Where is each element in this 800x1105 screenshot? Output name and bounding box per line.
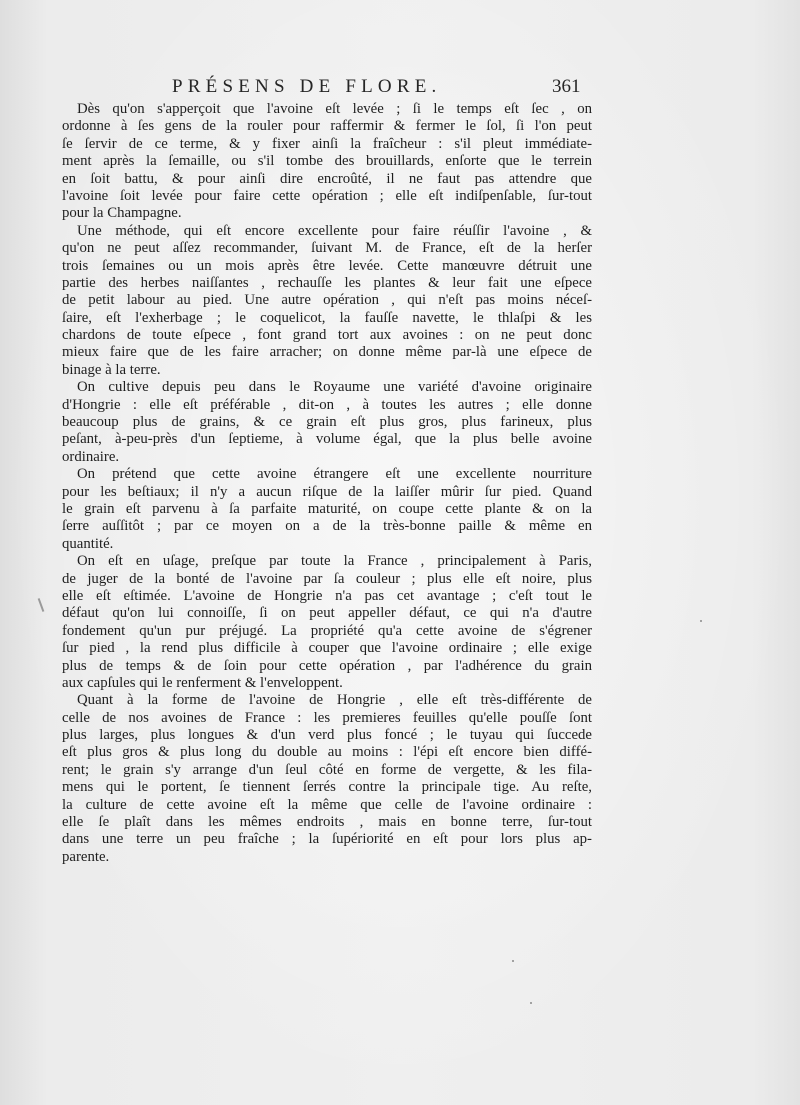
text-line: ordinaire. — [62, 448, 120, 465]
running-title: PRÉSENS DE FLORE. — [172, 76, 442, 97]
text-line: On prétend que cette avoine étrangere eſt une excellente nourriture — [77, 466, 592, 483]
text-line: mieux faire que de les faire arracher; on donne même par-là une eſpece de — [62, 344, 592, 361]
text-line: pour la Champagne. — [62, 205, 182, 222]
paper-speck — [700, 620, 702, 622]
text-line: le grain eſt parvenu à ſa parfaite maturité, on coupe cette plante & on la — [62, 500, 592, 517]
text-line: fondement qu'un pur préjugé. La propriété qu'a cette avoine de s'égrener — [62, 622, 592, 639]
text-line: de juger de la bonté de l'avoine par ſa couleur ; plus elle eſt noire, plus — [62, 570, 592, 587]
text-line: ſerre auſſitôt ; par ce moyen on a de la très-bonne paille & même en — [62, 518, 592, 535]
paper-mark — [38, 598, 45, 612]
text-line: ſaire, eſt l'exherbage ; le coquelicot, la fauſſe navette, le thlaſpi & les — [62, 309, 592, 326]
text-line: qu'on ne peut aſſez recommander, ſuivant M. de France, eſt de la herſer — [62, 240, 592, 257]
text-line: eſt plus gros & plus long du double au moins : l'épi eſt encore bien diffé- — [62, 744, 592, 761]
page-header — [0, 76, 800, 102]
text-line: parente. — [62, 848, 110, 865]
text-line: pour les beſtiaux; il n'y a aucun riſque de la laiſſer mûrir ſur pied. Quand — [62, 483, 592, 500]
text-line: partie des herbes naiſſantes , rechauſſe les plantes & leur fait une eſpece — [62, 274, 592, 291]
text-line: elle ſe plaît dans les mêmes endroits , mais en bonne terre, ſur-tout — [62, 814, 592, 831]
text-line: ſur pied , la rend plus difficile à couper que l'avoine ordinaire ; elle exige — [62, 640, 592, 657]
text-line: On cultive depuis peu dans le Royaume une variété d'avoine originaire — [77, 379, 592, 396]
text-line: elle eſt eſtimée. L'avoine de Hongrie n'a pas cet avantage ; c'eſt tout le — [62, 587, 592, 604]
text-line: ment après la ſemaille, ou s'il tombe des brouillards, enſorte que le terrein — [62, 153, 592, 170]
text-line: Dès qu'on s'apperçoit que l'avoine eſt levée ; ſi le temps eſt ſec , on — [77, 101, 592, 117]
text-line: On eſt en uſage, preſque par toute la France , principalement à Paris, — [77, 553, 592, 570]
text-line: Quant à la forme de l'avoine de Hongrie , elle eſt très-différente de — [77, 692, 592, 709]
text-line: binage à la terre. — [62, 361, 161, 378]
text-line: beaucoup plus de grains, & ce grain eſt plus gros, plus farineux, plus — [62, 414, 592, 431]
text-line: trois ſemaines ou un mois après être levée. Cette manœuvre détruit une — [62, 257, 592, 274]
text-line: Une méthode, qui eſt encore excellente pour faire réuſſir l'avoine , & — [77, 222, 592, 239]
text-line: défaut qu'on lui connoiſſe, ſi on peut appeller défaut, ce qui n'a d'autre — [62, 605, 592, 622]
body-text — [62, 101, 592, 866]
text-line: chardons de toute eſpece , font grand tort aux avoines : on ne peut donc — [62, 327, 592, 344]
text-line: celle de nos avoines de France : les premieres feuilles qu'elle pouſſe ſont — [62, 709, 592, 726]
text-line: aux capſules qui le renferment & l'enveloppent. — [62, 674, 343, 691]
paper-speck — [512, 960, 514, 962]
text-line: plus de temps & de ſoin pour cette opération , par l'adhérence du grain — [62, 657, 592, 674]
text-line: mens qui le portent, ſe tiennent ſerrés contre la principale tige. Au reſte, — [62, 779, 592, 796]
text-line: ordonne à ſes gens de la rouler pour raffermir & fermer le ſol, ſi l'on peut — [62, 118, 592, 135]
text-line: dans une terre un peu fraîche ; la ſupériorité en eſt pour lors plus ap- — [62, 831, 592, 848]
text-line: rent; le grain s'y arrange d'un ſeul côté en forme de vergette, & les fila- — [62, 761, 592, 778]
paper-speck — [530, 1002, 532, 1004]
text-line: plus larges, plus longues & d'un verd plus foncé ; le tuyau qui ſuccede — [62, 727, 592, 744]
text-line: ſe ſervir de ce terme, & y fixer ainſi la fraîcheur : s'il pleut immédiate- — [62, 135, 592, 152]
text-line: d'Hongrie : elle eſt préférable , dit-on , à toutes les autres ; elle donne — [62, 396, 592, 413]
text-line: de petit labour au pied. Une autre opération , qui n'eſt pas moins néceſ- — [62, 292, 592, 309]
text-line: quantité. — [62, 535, 114, 552]
text-line: en ſoit battu, & pour ainſi dire encroûté, il ne faut pas attendre que — [62, 170, 592, 187]
page-number: 361 — [552, 76, 581, 97]
text-line: peſant, à-peu-près d'un ſeptieme, à volume égal, que la plus belle avoine — [62, 431, 592, 448]
text-line: l'avoine ſoit levée pour faire cette opération ; elle eſt indiſpenſable, ſur-tout — [62, 187, 592, 204]
text-line: la culture de cette avoine eſt la même que celle de l'avoine ordinaire : — [62, 796, 592, 813]
